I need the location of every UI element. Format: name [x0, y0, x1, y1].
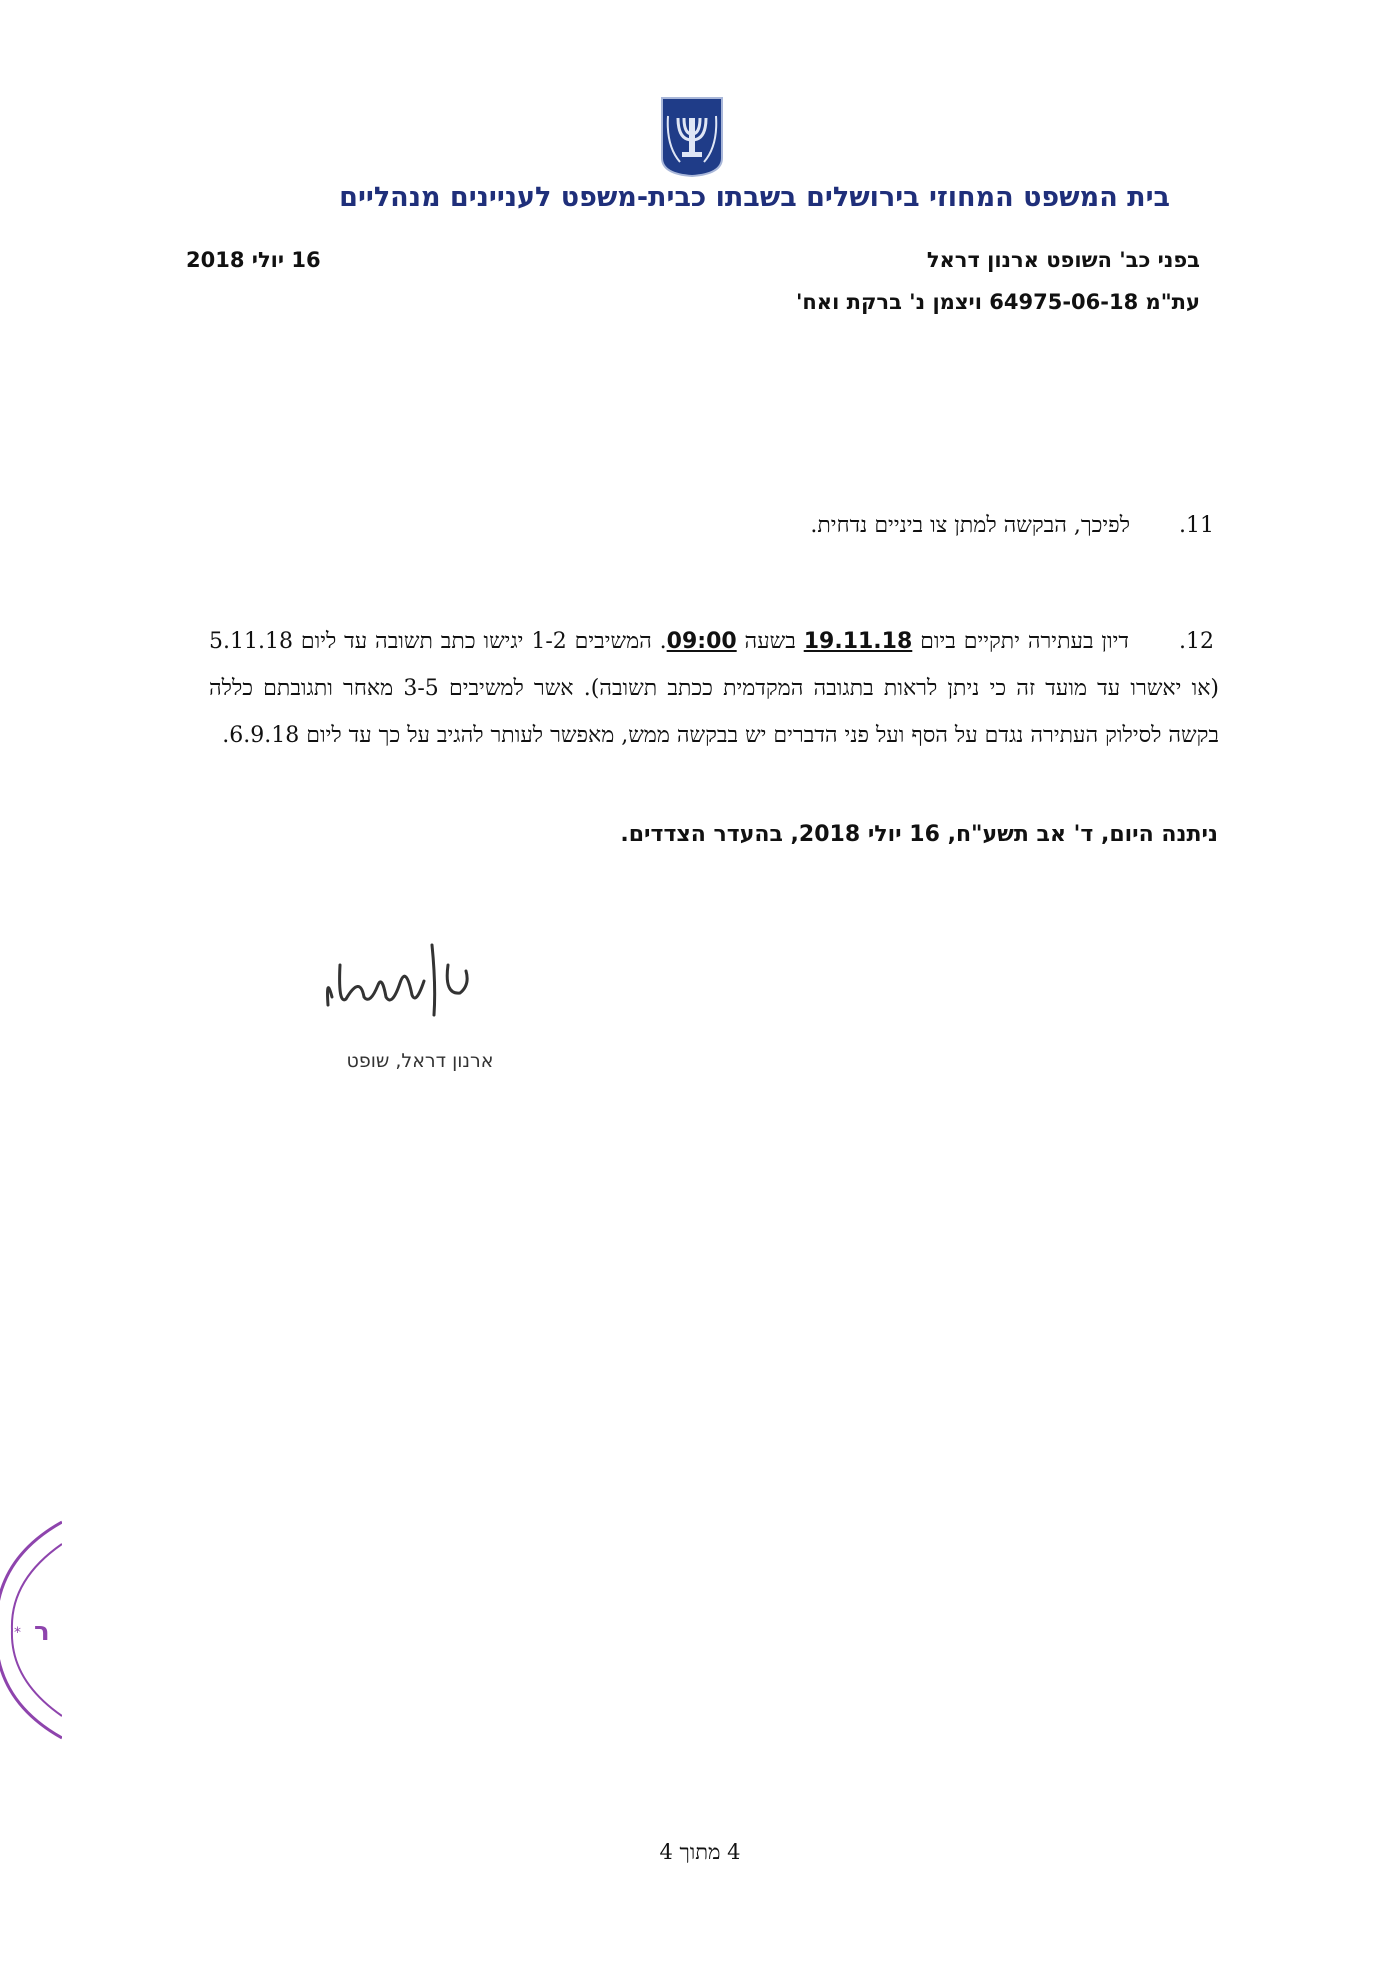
hearing-date: 19.11.18 [803, 629, 913, 654]
decision-date-text: 16 יולי 2018 [186, 248, 321, 272]
paragraph-12-number: .12 [1179, 629, 1214, 654]
stamp-letter: ר [34, 1617, 50, 1647]
paragraph-12 [209, 618, 1219, 759]
page-number: 4 מתוך 4 [659, 1840, 741, 1864]
state-emblem-icon [658, 96, 726, 178]
paragraph-11: לפיכך, הבקשה למתן צו ביניים נדחית. [810, 513, 1130, 538]
court-name: בית המשפט המחוזי בירושלים בשבתו כבית-משפט לעניינים מנהליים [339, 182, 1170, 213]
paragraph-12-part3: . המשיבים 1-2 יגישו כתב תשובה עד ליום 5.11.18 (או יאשרו עד מועד זה כי ניתן לראות בתגובה המקדמית ככתב תשובה). אשר למשיבים 3-5 מאחר ותגובתם כללה בקשה לסילוק העתירה נגדם על הסף ועל פני הדברים יש בבקשה ממש, מאפשר לעותר להגיב על כך עד ליום 6.9.18. [209, 629, 1219, 748]
paragraph-12-part1: דיון בעתירה יתקיים ביום [912, 629, 1130, 654]
judge-line: בפני כב' השופט ארנון דראל [926, 248, 1200, 272]
judge-signature-name: ארנון דראל, שופט [346, 1050, 494, 1072]
hearing-time: 09:00 [666, 629, 737, 654]
decision-date [186, 248, 321, 272]
case-line: עת"מ 64975-06-18 ויצמן נ' ברקת ואח' [795, 290, 1200, 314]
paragraph-11-number: .11 [1179, 513, 1214, 538]
court-stamp-icon [0, 1520, 62, 1740]
given-line: ניתנה היום, ד' אב תשע"ח, 16 יולי 2018, בהעדר הצדדים. [620, 822, 1218, 847]
handwritten-signature [320, 935, 500, 1035]
paragraph-12-part2: בשעה [736, 629, 804, 654]
stamp-star: * [14, 1625, 21, 1641]
